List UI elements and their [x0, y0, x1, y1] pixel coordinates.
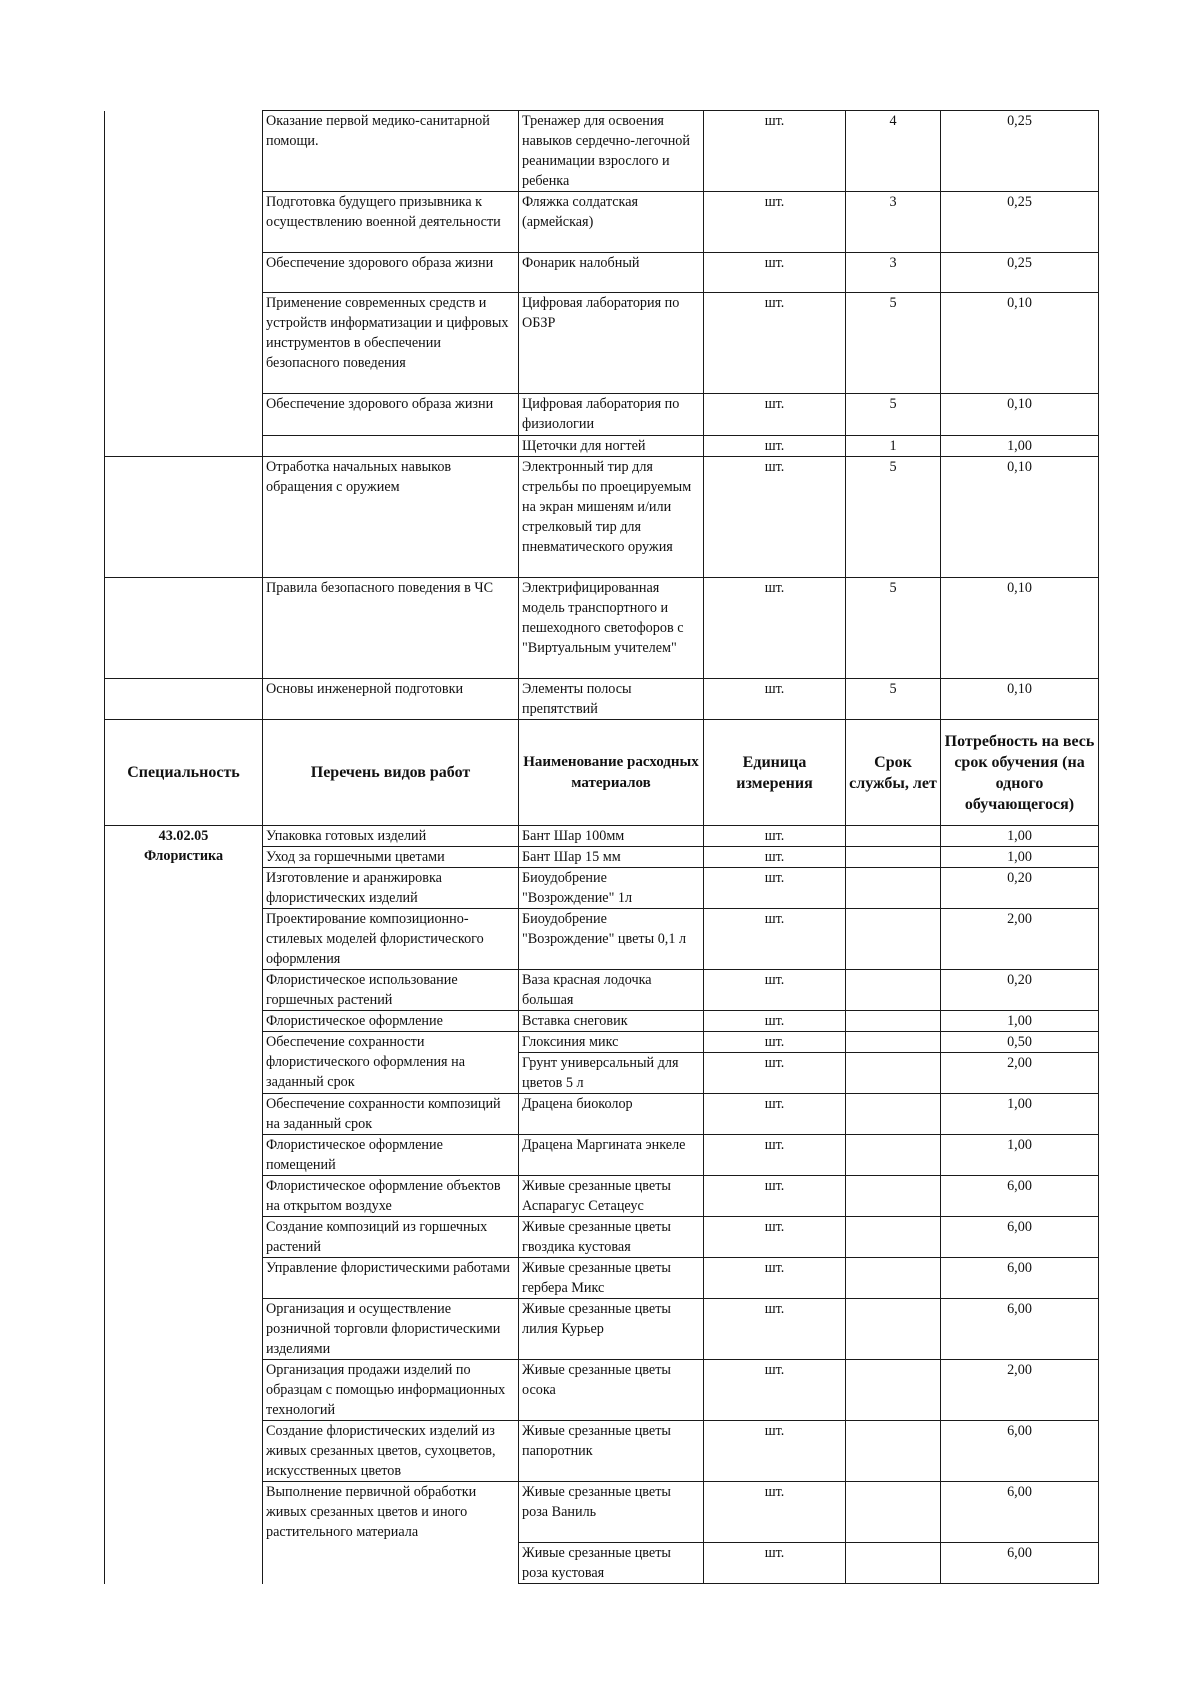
need-cell: 0,10 — [941, 457, 1099, 578]
work-cell: Управление флористическими работами — [263, 1258, 519, 1299]
term-cell — [846, 868, 941, 909]
work-cell: Обеспечение здорового образа жизни — [263, 394, 519, 436]
table-row — [105, 679, 1099, 720]
unit-cell: шт. — [704, 394, 846, 436]
table-row — [105, 826, 1099, 847]
unit-cell: шт. — [704, 1217, 846, 1258]
specialty-cell — [105, 111, 263, 457]
specialty-cell — [105, 826, 263, 1584]
material-cell: Ваза красная лодочка большая — [519, 970, 704, 1011]
term-cell — [846, 1176, 941, 1217]
term-cell — [846, 1258, 941, 1299]
need-cell: 6,00 — [941, 1217, 1099, 1258]
material-cell: Живые срезанные цветы гербера Микс — [519, 1258, 704, 1299]
need-cell: 6,00 — [941, 1258, 1099, 1299]
unit-cell: шт. — [704, 679, 846, 720]
need-cell: 0,25 — [941, 253, 1099, 293]
unit-cell: шт. — [704, 909, 846, 970]
term-cell — [846, 847, 941, 868]
need-cell: 1,00 — [941, 436, 1099, 457]
unit-cell: шт. — [704, 1135, 846, 1176]
work-cell: Создание флористических изделий из живых срезанных цветов, сухоцветов, искусственных цветов — [263, 1421, 519, 1482]
material-cell: Цифровая лаборатория по ОБЗР — [519, 293, 704, 394]
unit-cell: шт. — [704, 293, 846, 394]
term-cell — [846, 1053, 941, 1094]
need-cell: 1,00 — [941, 1135, 1099, 1176]
term-cell — [846, 1299, 941, 1360]
need-cell: 0,25 — [941, 111, 1099, 192]
material-cell: Щеточки для ногтей — [519, 436, 704, 457]
term-cell — [846, 909, 941, 970]
unit-cell: шт. — [704, 1032, 846, 1053]
need-cell: 1,00 — [941, 847, 1099, 868]
specialty-code: 43.02.05 — [158, 828, 209, 844]
material-cell: Элементы полосы препятствий — [519, 679, 704, 720]
need-cell: 0,10 — [941, 394, 1099, 436]
need-cell: 6,00 — [941, 1299, 1099, 1360]
table-row — [105, 457, 1099, 578]
work-cell: Подготовка будущего призывника к осуществлению военной деятельности — [263, 192, 519, 253]
material-cell: Живые срезанные цветы роза кустовая — [519, 1543, 704, 1584]
term-cell — [846, 1032, 941, 1053]
term-cell: 5 — [846, 679, 941, 720]
unit-cell: шт. — [704, 1258, 846, 1299]
need-cell: 2,00 — [941, 1053, 1099, 1094]
unit-cell: шт. — [704, 457, 846, 578]
term-cell: 5 — [846, 578, 941, 679]
material-cell: Тренажер для освоения навыков сердечно-легочной реанимации взрослого и ребенка — [519, 111, 704, 192]
need-cell: 0,10 — [941, 293, 1099, 394]
table-row — [105, 578, 1099, 679]
unit-cell: шт. — [704, 1421, 846, 1482]
material-cell: Живые срезанные цветы гвоздика кустовая — [519, 1217, 704, 1258]
need-cell: 0,20 — [941, 868, 1099, 909]
work-cell: Уход за горшечными цветами — [263, 847, 519, 868]
unit-cell: шт. — [704, 111, 846, 192]
work-cell: Применение современных средств и устройств информатизации и цифровых инструментов в обеспечении безопасного поведения — [263, 293, 519, 394]
work-cell: Проектирование композиционно-стилевых моделей флористического оформления — [263, 909, 519, 970]
material-cell: Вставка снеговик — [519, 1011, 704, 1032]
work-cell: Флористическое использование горшечных растений — [263, 970, 519, 1011]
need-cell: 6,00 — [941, 1421, 1099, 1482]
term-cell: 3 — [846, 253, 941, 293]
material-cell: Живые срезанные цветы лилия Курьер — [519, 1299, 704, 1360]
unit-cell: шт. — [704, 1053, 846, 1094]
material-cell: Драцена Маргината энкеле — [519, 1135, 704, 1176]
unit-cell: шт. — [704, 1299, 846, 1360]
unit-cell: шт. — [704, 192, 846, 253]
need-cell: 1,00 — [941, 1011, 1099, 1032]
material-cell: Фонарик налобный — [519, 253, 704, 293]
specialty-cell — [105, 679, 263, 720]
work-cell: Основы инженерной подготовки — [263, 679, 519, 720]
specialty-name: Флористика — [143, 848, 224, 864]
work-cell: Изготовление и аранжировка флористических изделий — [263, 868, 519, 909]
unit-cell: шт. — [704, 826, 846, 847]
unit-cell: шт. — [704, 868, 846, 909]
material-cell: Цифровая лаборатория по физиологии — [519, 394, 704, 436]
work-cell: Обеспечение здорового образа жизни — [263, 253, 519, 293]
table-header-row — [105, 720, 1099, 826]
unit-cell: шт. — [704, 1360, 846, 1421]
material-cell: Биоудобрение "Возрождение" цветы 0,1 л — [519, 909, 704, 970]
unit-cell: шт. — [704, 1011, 846, 1032]
need-cell: 2,00 — [941, 1360, 1099, 1421]
material-cell: Грунт универсальный для цветов 5 л — [519, 1053, 704, 1094]
need-cell: 0,50 — [941, 1032, 1099, 1053]
term-cell — [846, 1360, 941, 1421]
material-cell: Бант Шар 15 мм — [519, 847, 704, 868]
unit-cell: шт. — [704, 1543, 846, 1584]
material-cell: Биоудобрение "Возрождение" 1л — [519, 868, 704, 909]
unit-cell: шт. — [704, 1094, 846, 1135]
term-cell: 5 — [846, 394, 941, 436]
header-need: Потребность на весь срок обучения (на одного обучающегося) — [941, 720, 1099, 826]
work-cell: Флористическое оформление объектов на открытом воздухе — [263, 1176, 519, 1217]
header-materials: Наименование расходных материалов — [519, 720, 704, 826]
unit-cell: шт. — [704, 253, 846, 293]
unit-cell: шт. — [704, 970, 846, 1011]
need-cell: 1,00 — [941, 826, 1099, 847]
table-row — [105, 111, 1099, 192]
work-cell: Создание композиций из горшечных растений — [263, 1217, 519, 1258]
unit-cell: шт. — [704, 1482, 846, 1543]
header-term: Срок службы, лет — [846, 720, 941, 826]
term-cell — [846, 970, 941, 1011]
term-cell — [846, 1543, 941, 1584]
need-cell: 0,25 — [941, 192, 1099, 253]
term-cell — [846, 1011, 941, 1032]
work-cell: Обеспечение сохранности композиций на заданный срок — [263, 1094, 519, 1135]
work-cell: Отработка начальных навыков обращения с оружием — [263, 457, 519, 578]
header-unit: Единица измерения — [704, 720, 846, 826]
work-cell: Упаковка готовых изделий — [263, 826, 519, 847]
specialty-cell — [105, 578, 263, 679]
unit-cell: шт. — [704, 1176, 846, 1217]
unit-cell: шт. — [704, 578, 846, 679]
need-cell: 6,00 — [941, 1482, 1099, 1543]
material-cell: Живые срезанные цветы папоротник — [519, 1421, 704, 1482]
material-cell: Живые срезанные цветы Аспарагус Сетацеус — [519, 1176, 704, 1217]
term-cell — [846, 1421, 941, 1482]
material-cell: Драцена биоколор — [519, 1094, 704, 1135]
material-cell: Бант Шар 100мм — [519, 826, 704, 847]
term-cell: 1 — [846, 436, 941, 457]
term-cell: 5 — [846, 457, 941, 578]
unit-cell: шт. — [704, 436, 846, 457]
need-cell: 6,00 — [941, 1543, 1099, 1584]
need-cell: 6,00 — [941, 1176, 1099, 1217]
need-cell: 2,00 — [941, 909, 1099, 970]
term-cell — [846, 1482, 941, 1543]
work-cell: Выполнение первичной обработки живых срезанных цветов и иного растительного материала — [263, 1482, 519, 1584]
term-cell — [846, 1217, 941, 1258]
work-cell: Организация продажи изделий по образцам с помощью информационных технологий — [263, 1360, 519, 1421]
materials-table — [104, 110, 1099, 1584]
term-cell — [846, 826, 941, 847]
term-cell — [846, 1135, 941, 1176]
unit-cell: шт. — [704, 847, 846, 868]
work-cell: Флористическое оформление помещений — [263, 1135, 519, 1176]
work-cell: Флористическое оформление — [263, 1011, 519, 1032]
need-cell: 0,10 — [941, 578, 1099, 679]
work-cell — [263, 436, 519, 457]
header-works: Перечень видов работ — [263, 720, 519, 826]
work-cell: Правила безопасного поведения в ЧС — [263, 578, 519, 679]
need-cell: 0,20 — [941, 970, 1099, 1011]
header-specialty: Специальность — [105, 720, 263, 826]
material-cell: Электрифицированная модель транспортного и пешеходного светофоров с "Виртуальным учителем" — [519, 578, 704, 679]
need-cell: 1,00 — [941, 1094, 1099, 1135]
work-cell: Организация и осуществление розничной торговли флористическими изделиями — [263, 1299, 519, 1360]
work-cell: Обеспечение сохранности флористического оформления на заданный срок — [263, 1032, 519, 1094]
need-cell: 0,10 — [941, 679, 1099, 720]
term-cell: 3 — [846, 192, 941, 253]
material-cell: Электронный тир для стрельбы по проецируемым на экран мишеням и/или стрелковый тир для пневматического оружия — [519, 457, 704, 578]
material-cell: Глоксиния микс — [519, 1032, 704, 1053]
material-cell: Живые срезанные цветы роза Ваниль — [519, 1482, 704, 1543]
material-cell: Живые срезанные цветы осока — [519, 1360, 704, 1421]
term-cell — [846, 1094, 941, 1135]
term-cell: 4 — [846, 111, 941, 192]
specialty-cell — [105, 457, 263, 578]
term-cell: 5 — [846, 293, 941, 394]
material-cell: Фляжка солдатская (армейская) — [519, 192, 704, 253]
work-cell: Оказание первой медико-санитарной помощи. — [263, 111, 519, 192]
